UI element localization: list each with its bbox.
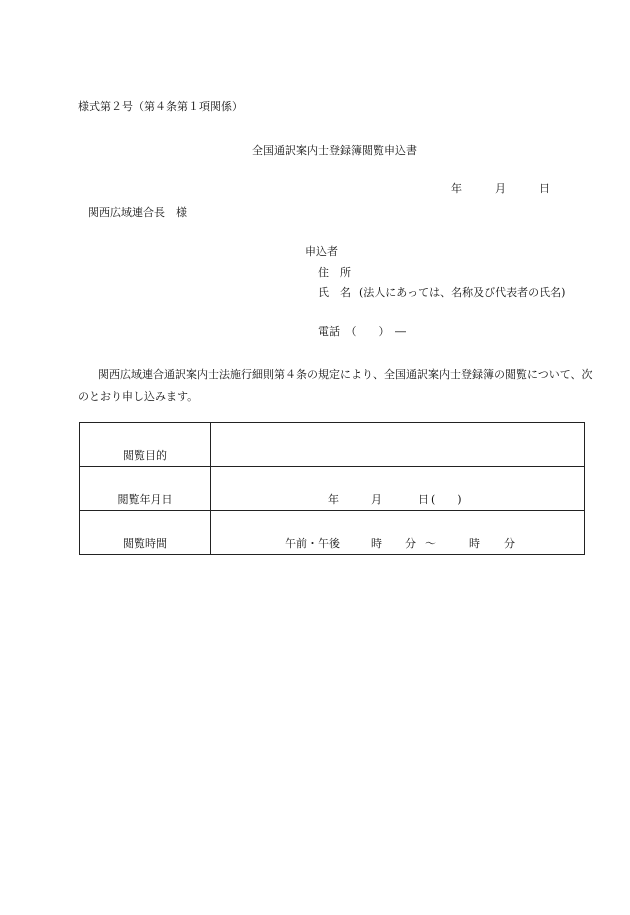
date-day: 日 xyxy=(539,182,550,195)
application-date xyxy=(451,183,550,194)
table-row xyxy=(80,467,585,511)
addressee: 関西広域連合長 様 xyxy=(88,206,187,219)
am-pm: 午前・午後 xyxy=(285,537,340,550)
purpose-label: 閲覧目的 xyxy=(80,423,211,467)
start-hour: 時 xyxy=(371,537,382,550)
date-label: 閲覧年月日 xyxy=(80,467,211,511)
viewing-info-table xyxy=(79,422,585,555)
start-minute: 分 xyxy=(405,537,416,550)
viewing-weekday: ( ) xyxy=(431,493,462,506)
purpose-field[interactable] xyxy=(211,423,585,467)
body-paragraph xyxy=(78,364,598,408)
body-text: 関西広域連合通訳案内士法施行細則第４条の規定により、全国通訳案内士登録簿の閲覧について、次のとおり申し込みます。 xyxy=(78,368,593,403)
viewing-month: 月 xyxy=(371,493,382,506)
name-note: (法人にあっては、名称及び代表者の氏名) xyxy=(359,286,566,299)
form-number: 様式第２号（第４条第１項関係） xyxy=(78,100,243,113)
end-hour: 時 xyxy=(469,537,480,550)
table-row xyxy=(80,511,585,555)
time-label: 閲覧時間 xyxy=(80,511,211,555)
tilde: ～ xyxy=(425,537,436,550)
applicant-label: 申込者 xyxy=(305,245,338,258)
address-label: 住 所 xyxy=(318,266,351,279)
end-minute: 分 xyxy=(504,537,515,550)
viewing-day: 日 xyxy=(418,493,429,506)
date-month: 月 xyxy=(495,182,506,195)
viewing-time-field[interactable] xyxy=(211,511,585,555)
date-year: 年 xyxy=(451,182,462,195)
document-title: 全国通訳案内士登録簿閲覧申込書 xyxy=(252,144,417,157)
table-row xyxy=(80,423,585,467)
viewing-year: 年 xyxy=(328,493,339,506)
name-label: 氏 名 xyxy=(318,286,351,299)
viewing-date-field[interactable] xyxy=(211,467,585,511)
phone-field: 電話 （ ） ― xyxy=(318,325,406,338)
